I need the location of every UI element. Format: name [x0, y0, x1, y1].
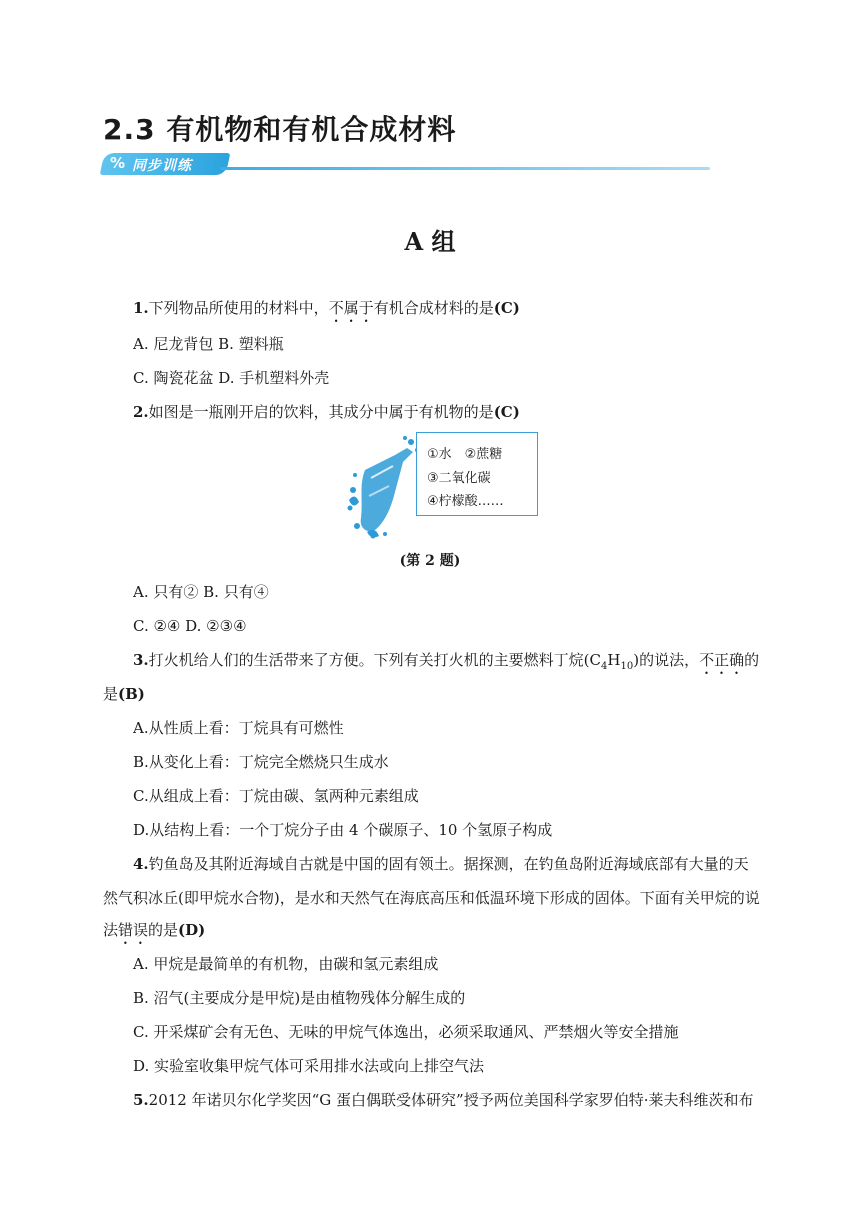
question-number: 1.: [133, 299, 149, 317]
question-text: 有机合成材料的是: [373, 299, 494, 317]
question-text: 2012 年诺贝尔化学奖因“G 蛋白偶联受体研究”授予两位美国科学家罗伯特·莱夫科维茨和布: [148, 1091, 754, 1109]
ingredient-item: ①水 ②蔗糖: [427, 447, 503, 462]
emphasis-text: 不正确: [699, 651, 745, 669]
soda-bottle-icon: [345, 430, 425, 540]
banner-divider: [220, 167, 710, 170]
question-text: 的: [744, 651, 760, 669]
ingredient-item: ④柠檬酸……: [427, 494, 504, 509]
option-row: A. 只有② B. 只有④: [133, 583, 269, 601]
figure-caption: (第 2 题): [399, 553, 461, 569]
question-text: 法: [103, 921, 119, 939]
question-text: 的是: [148, 921, 179, 939]
question-4-cont: 然气积冰丘(即甲烷水合物)，是水和天然气在海底高压和低温环境下形成的固体。下面有关甲烷的说: [103, 889, 760, 907]
option-row: C. 开采煤矿会有无色、无味的甲烷气体逸出，必须采取通风、严禁烟火等安全措施: [133, 1023, 679, 1041]
ingredient-item: ③二氧化碳: [427, 471, 491, 486]
option-row: D.从结构上看：一个丁烷分子由 4 个碳原子、10 个氢原子构成: [133, 821, 553, 839]
option-row: A. 尼龙背包 B. 塑料瓶: [133, 335, 284, 353]
question-2: [133, 402, 520, 422]
question-text: 是: [103, 685, 119, 703]
subscript: 10: [620, 661, 634, 672]
question-text: H: [607, 651, 621, 669]
question-number: 5.: [133, 1091, 149, 1109]
ingredient-box: [416, 432, 538, 516]
question-3: [133, 650, 759, 678]
section-banner: [102, 152, 712, 180]
option-row: D. 实验室收集甲烷气体可采用排水法或向上排空气法: [133, 1057, 485, 1075]
option-row: A. 甲烷是最简单的有机物，由碳和氢元素组成: [133, 955, 439, 973]
group-title: A 组: [404, 227, 456, 256]
question-text: 打火机给人们的生活带来了方便。下列有关打火机的主要燃料丁烷(C: [148, 651, 602, 669]
option-row: C. ②④ D. ②③④: [133, 617, 247, 635]
question-3-cont: [103, 684, 145, 704]
banner-label: 同步训练: [132, 158, 192, 174]
question-text: 如图是一瓶刚开启的饮料，其成分中属于有机物的是: [148, 403, 494, 421]
answer: (C): [493, 299, 520, 317]
subscript: 4: [601, 661, 608, 672]
option-row: C. 陶瓷花盆 D. 手机塑料外壳: [133, 369, 330, 387]
question-number: 4.: [133, 855, 149, 873]
question-number: 3.: [133, 651, 149, 669]
option-row: C.从组成上看：丁烷由碳、氢两种元素组成: [133, 787, 419, 805]
emphasis-text: 不属于: [328, 299, 374, 317]
answer: (B): [118, 685, 145, 703]
answer: (D): [178, 921, 206, 939]
question-text: 下列物品所使用的材料中，: [148, 299, 329, 317]
question-4: [133, 854, 749, 874]
question-5: [133, 1090, 753, 1110]
drink-figure: [345, 430, 540, 540]
answer: (C): [493, 403, 520, 421]
emphasis-text: 错误: [118, 921, 149, 939]
question-number: 2.: [133, 403, 149, 421]
pencil-percent-icon: %: [110, 154, 126, 172]
question-4-cont: [103, 920, 205, 948]
question-text: )的说法，: [633, 651, 700, 669]
page-title: 2.3 有机物和有机合成材料: [103, 113, 457, 146]
option-row: A.从性质上看：丁烷具有可燃性: [133, 719, 344, 737]
question-1: [133, 298, 520, 326]
option-row: B. 沼气(主要成分是甲烷)是由植物残体分解生成的: [133, 989, 466, 1007]
option-row: B.从变化上看：丁烷完全燃烧只生成水: [133, 753, 389, 771]
question-text: 钓鱼岛及其附近海域自古就是中国的固有领土。据探测，在钓鱼岛附近海域底部有大量的天: [148, 855, 749, 873]
